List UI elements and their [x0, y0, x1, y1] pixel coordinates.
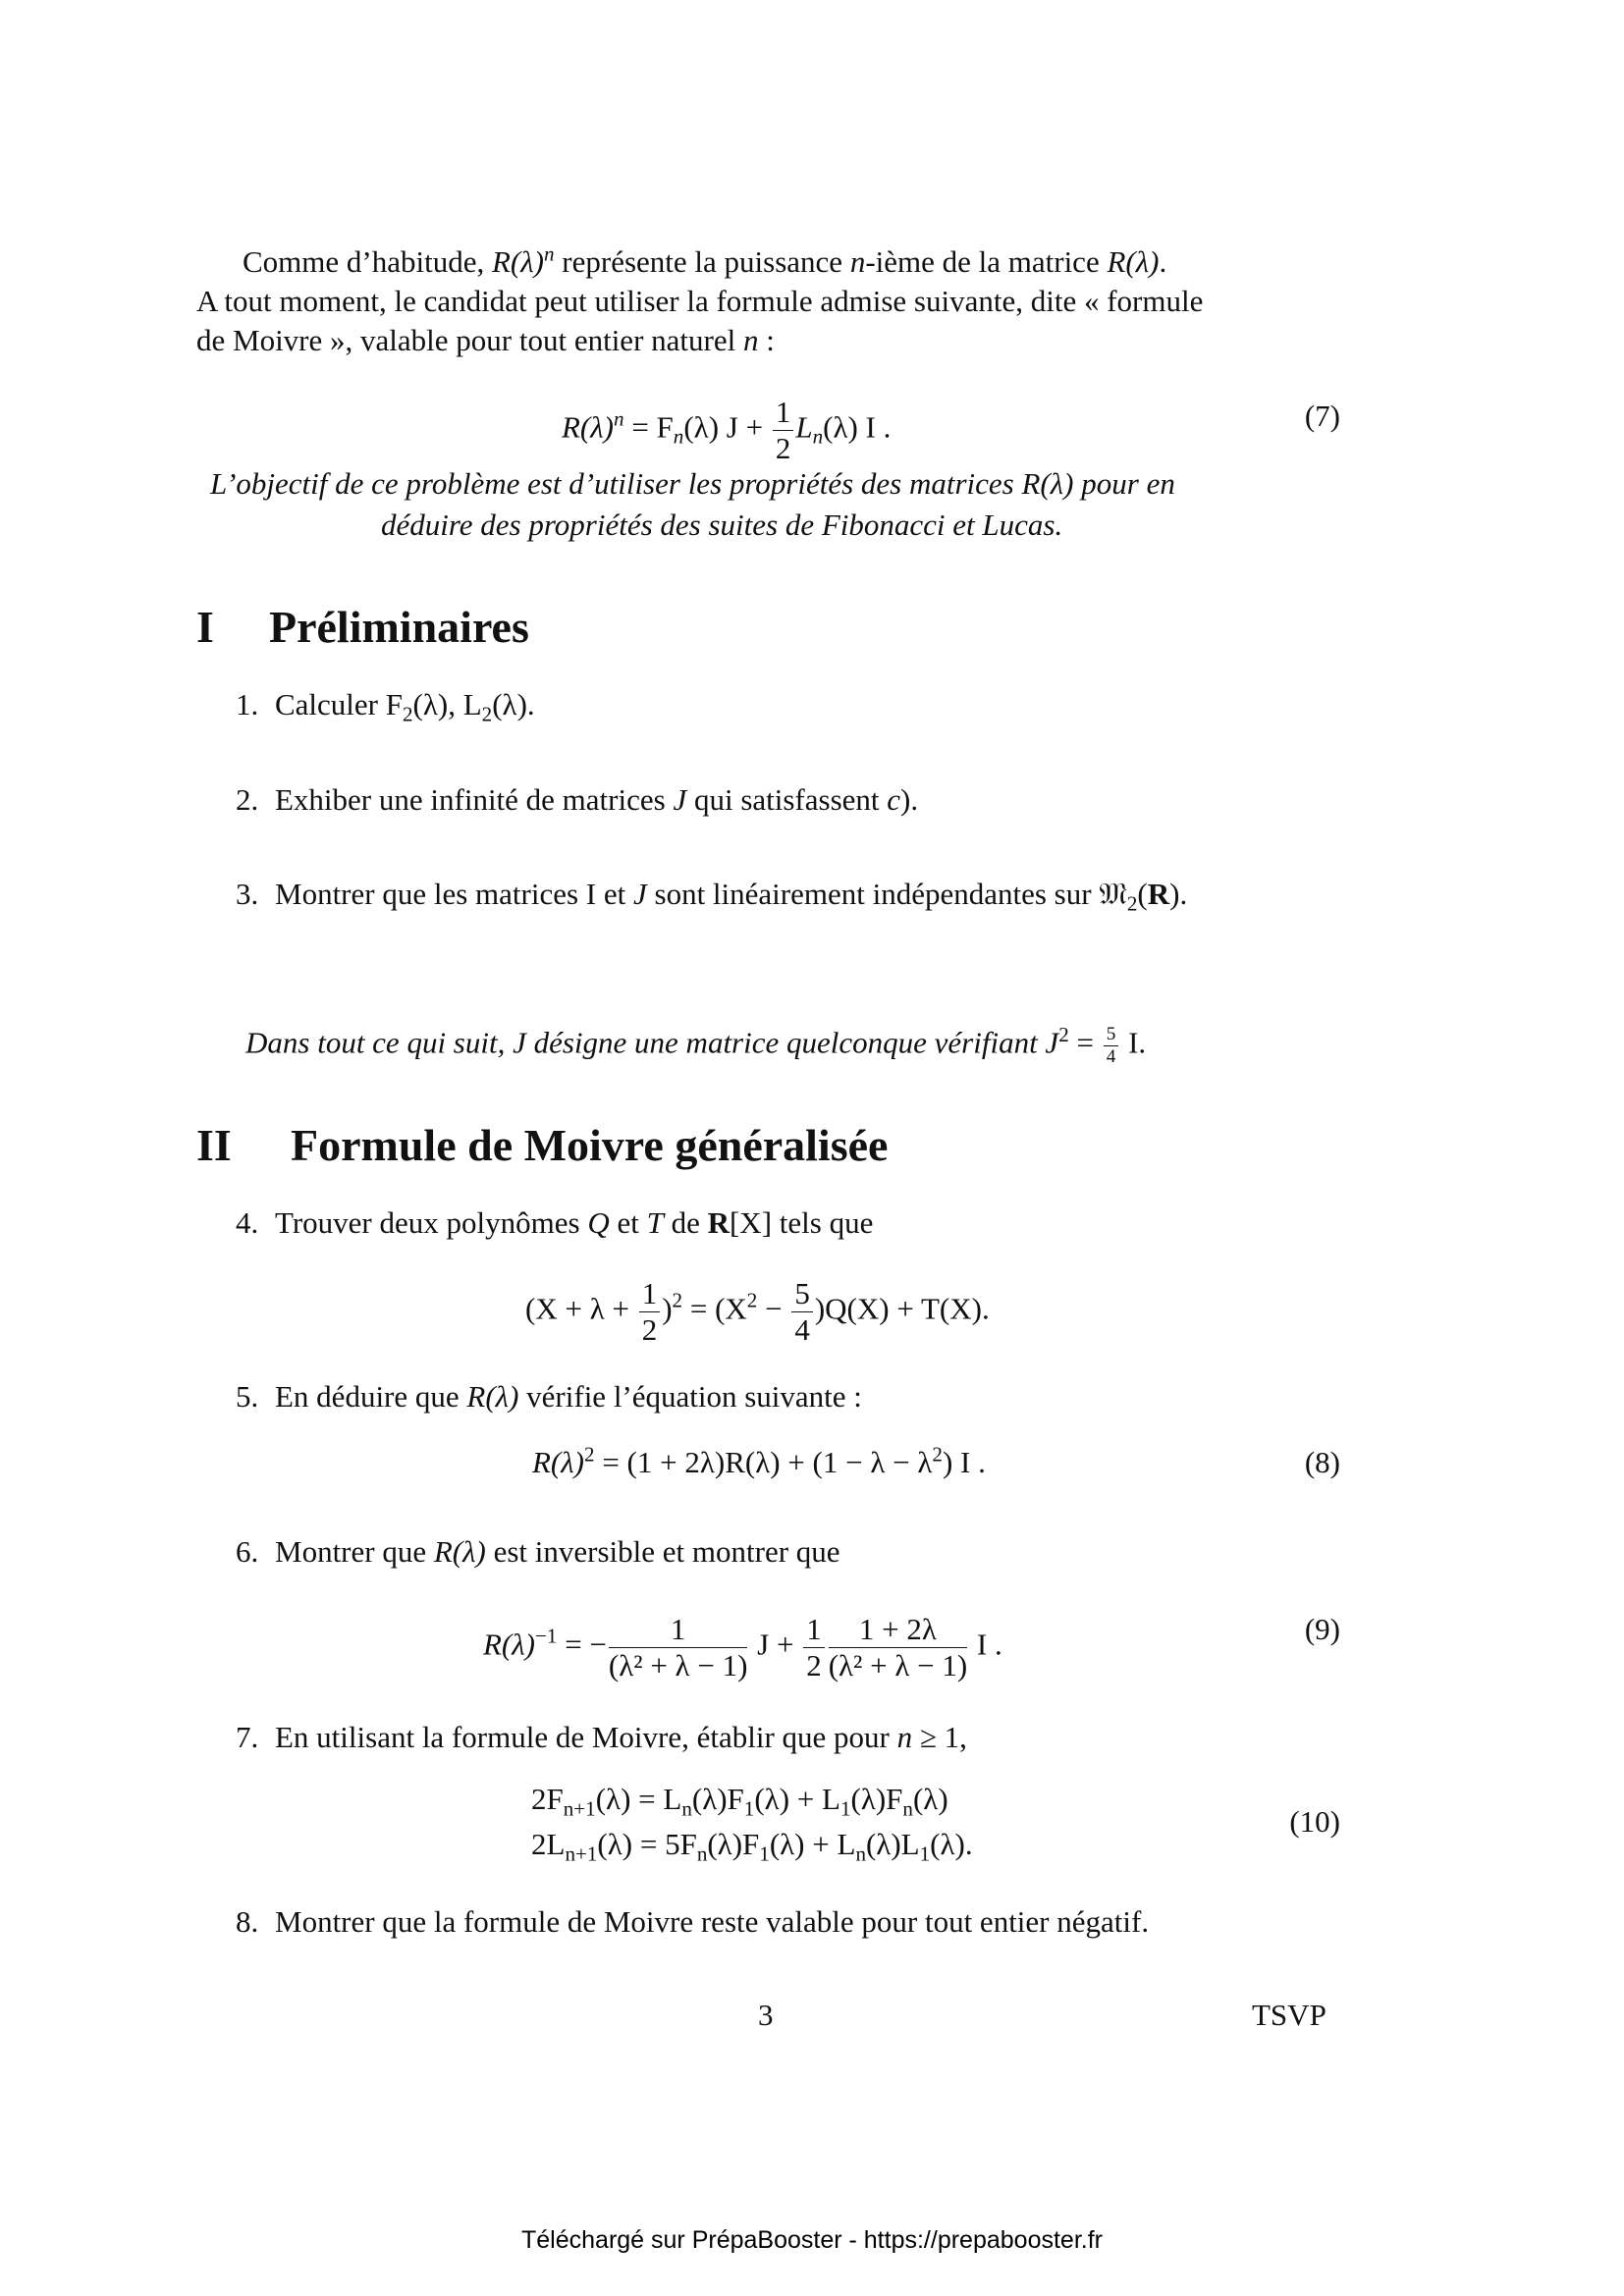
math: R(λ)	[466, 1379, 519, 1414]
math: 2F	[531, 1782, 564, 1816]
fraction	[773, 395, 794, 465]
math: 1	[743, 1796, 755, 1821]
math: R(λ)	[562, 409, 615, 445]
denominator: 2	[775, 430, 791, 465]
math: R(λ)	[433, 1534, 486, 1569]
text: de	[663, 1205, 708, 1240]
text: (λ).	[492, 687, 535, 721]
math: 2	[932, 1442, 943, 1467]
question-number: 7.	[236, 1720, 259, 1754]
question-number: 4.	[236, 1205, 259, 1240]
denominator: 2	[806, 1647, 822, 1682]
question-number: 3.	[236, 877, 259, 911]
math: 2	[403, 702, 413, 726]
math: 2	[1126, 891, 1138, 916]
math: (λ)L	[865, 1827, 920, 1861]
numerator: 1	[773, 395, 794, 431]
math: )Q(X) + T(X).	[814, 1291, 990, 1326]
math-n: n	[742, 323, 759, 357]
download-watermark: Téléchargé sur PrépaBooster - https://prepabooster.fr	[521, 2226, 1103, 2254]
math: (λ)F	[850, 1782, 903, 1816]
numerator: 1	[803, 1612, 825, 1648]
math: 2	[672, 1288, 683, 1312]
equation-label-10: (10)	[1289, 1804, 1340, 1839]
equation-10-line-1	[531, 1782, 948, 1821]
math: (λ) + L	[754, 1782, 840, 1816]
equation-7	[562, 395, 891, 465]
math: −	[757, 1291, 790, 1326]
math: 1	[839, 1796, 851, 1821]
math: 2	[584, 1442, 595, 1467]
math: 2	[1058, 1023, 1069, 1047]
equation-9	[483, 1612, 1002, 1682]
math: ) I .	[942, 1445, 986, 1479]
question-4	[236, 1205, 873, 1241]
math: n	[696, 1842, 708, 1866]
denominator: 4	[794, 1311, 810, 1347]
text: est inversible et montrer que	[485, 1534, 840, 1569]
math: −1	[535, 1624, 558, 1648]
math: =	[1068, 1025, 1102, 1060]
math: J	[673, 782, 687, 817]
question-number: 8.	[236, 1904, 259, 1939]
math: 2	[481, 702, 493, 726]
fraction	[829, 1612, 967, 1682]
math: = (X	[682, 1291, 747, 1326]
math: (λ)	[912, 1782, 948, 1816]
math: (λ).	[930, 1827, 973, 1861]
question-1	[236, 687, 535, 726]
text: Exhiber une infinité de matrices	[275, 782, 674, 817]
question-8	[236, 1904, 1149, 1940]
section-number: II	[196, 1120, 232, 1170]
question-number: 2.	[236, 782, 259, 817]
math: J +	[749, 1627, 802, 1662]
section-title: Formule de Moivre généralisée	[291, 1120, 889, 1170]
fraction	[609, 1612, 747, 1682]
text: et	[609, 1205, 647, 1240]
math-R-lambda: R(λ)	[491, 244, 544, 279]
equation-label-8: (8)	[1304, 1445, 1340, 1479]
math: R(λ)	[532, 1445, 585, 1479]
page-number: 3	[758, 1998, 774, 2032]
numerator: 1	[609, 1612, 747, 1648]
section-title: Préliminaires	[269, 602, 529, 652]
text: qui satisfassent	[686, 782, 888, 817]
math: R(λ)	[483, 1627, 536, 1662]
question-number: 1.	[236, 687, 259, 721]
math: n	[681, 1796, 692, 1821]
text: de Moivre », valable pour tout entier naturel	[196, 323, 743, 357]
math: (λ)F	[691, 1782, 744, 1816]
text: -ième de la matrice	[865, 244, 1108, 279]
text: Montrer que la formule de Moivre reste valable pour tout entier négatif.	[275, 1904, 1150, 1939]
math: n	[855, 1842, 866, 1866]
math: I .	[969, 1627, 1002, 1662]
math: n	[896, 1720, 913, 1754]
section-heading-2	[196, 1119, 888, 1172]
math-bold-R: R	[707, 1205, 730, 1240]
text: ).	[1169, 877, 1188, 911]
section-heading-1	[196, 601, 529, 654]
intro-line-3	[196, 323, 775, 358]
equation-label-7: (7)	[1304, 399, 1340, 433]
fraction	[639, 1276, 661, 1347]
equation-8	[532, 1442, 986, 1480]
math-bold-R: R	[1147, 877, 1170, 911]
text: Montrer que	[275, 1534, 434, 1569]
text: (	[1137, 877, 1148, 911]
fraction	[791, 1276, 813, 1347]
remark	[245, 1024, 1146, 1068]
text: sont linéairement indépendantes sur	[646, 877, 1100, 911]
question-6	[236, 1534, 840, 1570]
math: (λ) + L	[769, 1827, 856, 1861]
math-exponent: n	[544, 241, 555, 266]
text: En déduire que	[275, 1379, 467, 1414]
math: n	[673, 424, 684, 449]
question-number: 6.	[236, 1534, 259, 1569]
numerator: 1	[639, 1276, 661, 1312]
text: En utilisant la formule de Moivre, établir que pour	[275, 1720, 897, 1754]
math: 2	[746, 1288, 758, 1312]
math: n	[812, 424, 824, 449]
fraction	[803, 1612, 825, 1682]
text: Trouver deux polynômes	[275, 1205, 588, 1240]
math: c	[887, 782, 901, 817]
question-7	[236, 1720, 967, 1755]
question-number: 5.	[236, 1379, 259, 1414]
math: (X + λ +	[525, 1291, 637, 1326]
text: :	[758, 323, 775, 357]
math: (λ) J +	[683, 409, 771, 445]
text: Calculer F	[275, 687, 403, 721]
math-fraktur-M: 𝔐	[1099, 877, 1127, 911]
denominator: (λ² + λ − 1)	[828, 1647, 968, 1682]
math: Q	[587, 1205, 610, 1240]
question-3	[236, 877, 1188, 916]
math: J	[632, 877, 647, 911]
intro-line-1: Comme d’habitude, $R(\lambda)^n$ représente la puissance n-ième de la matrice R(λ).	[243, 241, 1167, 279]
math: 1	[759, 1842, 770, 1866]
equation-10-line-2	[531, 1827, 973, 1866]
text: représente la puissance	[554, 244, 850, 279]
math: L	[795, 409, 813, 445]
tsvp-label: TSVP	[1252, 1998, 1326, 2032]
math: n	[902, 1796, 913, 1821]
denominator: (λ² + λ − 1)	[608, 1647, 748, 1682]
text: Comme d’habitude,	[243, 244, 492, 279]
math: n	[614, 406, 624, 431]
math: = F	[623, 409, 674, 445]
intro-line-2: A tout moment, le candidat peut utiliser la formule admise suivante, dite « formule	[196, 284, 1204, 318]
math: n+1	[565, 1842, 598, 1866]
math: = −	[557, 1627, 607, 1662]
text: (λ), L	[412, 687, 482, 721]
text: vérifie l’équation suivante :	[518, 1379, 862, 1414]
math: )	[662, 1291, 673, 1326]
math-n: n	[849, 244, 866, 279]
question-2	[236, 782, 918, 818]
math: (λ)F	[707, 1827, 760, 1861]
text: ).	[900, 782, 919, 817]
math: T	[646, 1205, 664, 1240]
math: (λ) I .	[823, 409, 892, 445]
math: I.	[1120, 1025, 1147, 1060]
denominator: 4	[1106, 1046, 1116, 1068]
numerator: 5	[1104, 1024, 1119, 1046]
objective-line-2: déduire des propriétés des suites de Fibonacci et Lucas.	[381, 507, 1063, 542]
section-number: I	[196, 602, 214, 652]
equation-label-9: (9)	[1304, 1612, 1340, 1646]
text: Dans tout ce qui suit, J désigne une matrice quelconque vérifiant J	[245, 1025, 1059, 1060]
math: = (1 + 2λ)R(λ) + (1 − λ − λ	[594, 1445, 933, 1479]
numerator: 1 + 2λ	[829, 1612, 967, 1648]
denominator: 2	[641, 1311, 658, 1347]
numerator: 5	[791, 1276, 813, 1312]
math: n+1	[563, 1796, 596, 1821]
math: 1	[919, 1842, 931, 1866]
math: 2L	[531, 1827, 566, 1861]
math-R-lambda: R(λ)	[1107, 244, 1160, 279]
math: (λ) = 5F	[597, 1827, 697, 1861]
text: [X] tels que	[729, 1205, 874, 1240]
text: Montrer que les matrices I et	[275, 877, 633, 911]
math: (λ) = L	[595, 1782, 682, 1816]
text: ≥ 1,	[912, 1720, 967, 1754]
question-5	[236, 1379, 862, 1415]
fraction	[1104, 1024, 1119, 1068]
objective-line-1: L’objectif de ce problème est d’utiliser les propriétés des matrices R(λ) pour en	[210, 466, 1175, 501]
equation-q4	[525, 1276, 990, 1347]
